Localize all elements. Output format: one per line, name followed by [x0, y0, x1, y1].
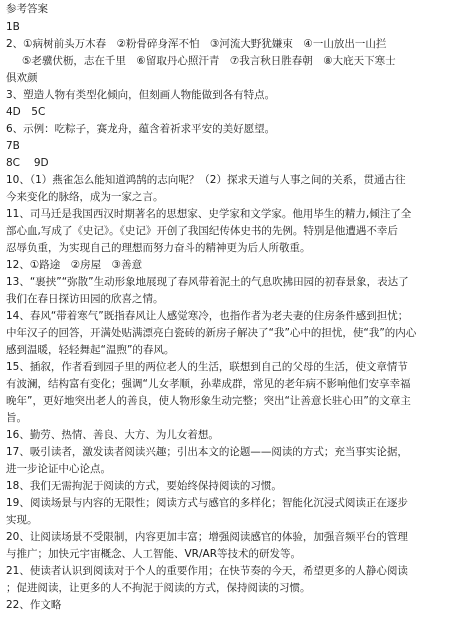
answer-line: 部心血,写成了《史记》。《史记》开创了我国纪传体史书的先例。特别是他遭遇不幸后 [6, 225, 398, 237]
answer-line: 22、作文略 [6, 599, 62, 611]
answer-line: 7B [6, 140, 20, 152]
answer-line: 2、①病树前头万木春 ②粉骨碎身浑不怕 ③河流大野犹嫌束 ④一山放出一山拦 [6, 38, 387, 50]
answer-line: 8C 9D [6, 157, 49, 169]
answer-line: 19、阅读场景与内容的无限性；阅读方式与感官的多样化；智能化沉浸式阅读正在逐步 [6, 497, 408, 509]
answer-line: 1B [6, 21, 20, 33]
answer-line: 晚年”，更好地突出老人的善良，使人物形象生动完整；突出“让善意长驻心田”的文章主 [6, 395, 411, 407]
answer-line: 感到温暖，轻轻舞起“温煦”的春风。 [6, 344, 175, 356]
answer-line: ⑤老骥伏枥，志在千里 ⑥留取丹心照汗青 ⑦我言秋日胜春朝 ⑧大庇天下寒士 [22, 55, 396, 67]
answer-line: 3、塑造人物有类型化倾向，但刻画人物能做到各有特点。 [6, 89, 276, 101]
answer-line: ；促进阅读，让更多的人不拘泥于阅读的方式，保持阅读的习惯。 [6, 582, 311, 594]
answer-line: 18、我们无需拘泥于阅读的方式，要始终保持阅读的习惯。 [6, 480, 282, 492]
answer-line: 实现。 [6, 514, 38, 526]
answer-line: 4D 5C [6, 106, 46, 118]
answer-line: 有波澜，结构富有变化；强调“儿女孝顺，孙辈成群，常见的老年病不影响他们安享幸福 [6, 378, 411, 390]
answer-line: 今来变化的脉络，成为一家之言。 [6, 191, 164, 203]
answer-line: 旨。 [6, 412, 27, 424]
answer-line: 6、示例：吃粽子，赛龙舟，蕴含着祈求平安的美好愿望。 [6, 123, 276, 135]
answer-line: 我们在春日探访田园的欣喜之情。 [6, 293, 164, 305]
answer-line: 进一步论证中心论点。 [6, 463, 111, 475]
answer-line: 俱欢颜 [6, 72, 38, 84]
answer-line: 13、“裹挟”“弥散”生动形象地展现了春风带着泥土的气息吹拂田园的初春景象，表达了 [6, 276, 409, 288]
answer-line: 17、吸引读者，激发读者阅读兴趣；引出本文的论题——阅读的方式；充当事实论据， [6, 446, 408, 458]
answer-line: 14、春风“带着寒气”既指春风让人感觉寒冷，也指作者为老夫妻的住房条件感到担忧； [6, 310, 409, 322]
document-title: 参考答案 [6, 3, 48, 15]
answer-line: 12、①路途 ②房屋 ③善意 [6, 259, 143, 271]
answer-line: 中年汉子的回答，开满处贴满漂亮白瓷砖的新房子解决了“我”心中的担忧，使“我”的内心 [6, 327, 417, 339]
answer-line: 10、（1）燕雀怎么能知道鸿鹄的志向呢？（2）探求天道与人事之间的关系，贯通古往 [6, 174, 406, 186]
answer-line: 15、插叙，作者看到园子里的两位老人的生活，联想到自己的父母的生活，使文章情节 [6, 361, 408, 373]
answer-line: 16、勤劳、热情、善良、大方、为儿女着想。 [6, 429, 219, 441]
answer-line: 忍辱负重，为实现自己的理想而努力奋斗的精神更为后人所敬重。 [6, 242, 311, 254]
answer-line: 21、使读者认识到阅读对于个人的重要作用；在快节奏的今天，希望更多的人静心阅读 [6, 565, 408, 577]
answer-line: 与推广；加快元宇宙概念、人工智能、VR/AR等技术的研发等。 [6, 548, 301, 560]
answer-line: 20、让阅读场景不受限制，内容更加丰富；增强阅读感官的体验，加强音频平台的管理 [6, 531, 408, 543]
answer-line: 11、司马迁是我国西汉时期著名的思想家、史学家和文学家。他用毕生的精力,倾注了全 [6, 208, 412, 220]
